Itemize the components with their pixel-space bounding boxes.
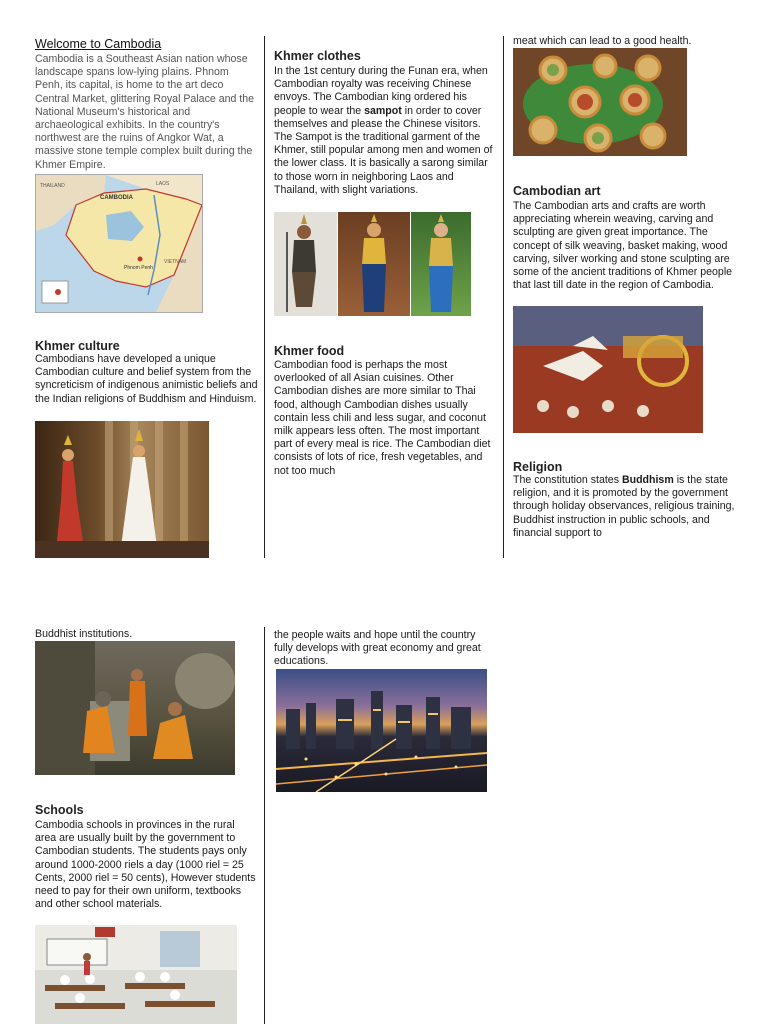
khmer-food-text: Cambodian food is perhaps the most overlooked of all Asian cuisines. Other Cambodian dishes are more similar to Thai food, although Cambodian dishes usually contain less chili and less sugar, and coconut milk appears less often. The most important part of every meal is rice. The Cambodian diet consists of lots of rice, fresh vegetables, and not too much bbox=[274, 359, 491, 477]
khmer-food-image bbox=[513, 48, 687, 156]
map-label-vietnam: VIETNAM bbox=[164, 259, 187, 265]
cambodian-art-text: The Cambodian arts and crafts are worth appreciating wherein weaving, carving and sculpting are given great importance. The concept of silk weaving, basket making, wood carving, silver working and stone sculpting are some of the ancient traditions of Khmer people that last till date in the region of Cambodia. bbox=[513, 200, 733, 292]
economy-text-continued: the people waits and hope until the country fully develops with great economy and great educations. bbox=[274, 629, 481, 668]
buddhist-monks-image bbox=[35, 641, 235, 775]
khmer-food-text-continued: meat which can lead to a good health. bbox=[513, 35, 692, 47]
khmer-culture-heading: Khmer culture bbox=[35, 339, 120, 353]
phnom-penh-city-image bbox=[276, 669, 487, 792]
sampot-bold: sampot bbox=[364, 104, 402, 117]
map-label-country: CAMBODIA bbox=[100, 195, 133, 201]
welcome-title: Welcome to Cambodia bbox=[35, 37, 162, 51]
khmer-clothes-text bbox=[274, 65, 496, 197]
khmer-clothes-image-man bbox=[274, 212, 337, 316]
schools-heading: Schools bbox=[35, 803, 84, 817]
khmer-clothes-heading: Khmer clothes bbox=[274, 49, 361, 63]
cambodian-art-mural-image bbox=[513, 306, 703, 433]
map-label-thailand: THAILAND bbox=[40, 183, 65, 189]
khmer-clothes-image-woman-purple bbox=[338, 212, 410, 316]
column-divider-right bbox=[503, 36, 504, 558]
column-divider-left-page2 bbox=[264, 627, 265, 1024]
classroom-image bbox=[35, 925, 237, 1024]
cambodia-map-image bbox=[35, 174, 203, 313]
apsara-dancers-image bbox=[35, 421, 209, 558]
khmer-culture-text: Cambodians have developed a unique Cambodian culture and belief system from the syncreticism of indigenous animistic beliefs and the Indian religions of Buddhism and Hinduism. bbox=[35, 353, 258, 405]
schools-text: Cambodia schools in provinces in the rural area are usually built by the government to Cambodian students. The students pays only around 1000-2000 riels a day (1000 riel = 25 Cents, 2000 riel = 50 cents), However students need to pay for their own uniform, textbooks and other school materials. bbox=[35, 819, 256, 911]
khmer-clothes-image-woman-green bbox=[411, 212, 471, 316]
religion-text-a: The constitution states bbox=[513, 474, 622, 486]
buddhism-bold: Buddhism bbox=[621, 474, 674, 486]
map-label-laos: LAOS bbox=[156, 181, 170, 187]
cambodian-art-heading: Cambodian art bbox=[513, 184, 601, 198]
religion-text bbox=[513, 474, 735, 540]
khmer-food-heading: Khmer food bbox=[274, 344, 345, 358]
welcome-text: Cambodia is a Southeast Asian nation whose landscape spans low-lying plains. Phnom Penh, its capital, is home to the art deco Central Market, glittering Royal Palace and the National Museum's historical and archaeological exhibits. In the country's northwest are the ruins of Angkor Wat, a massive stone temple complex built during the Khmer Empire. bbox=[35, 53, 255, 171]
khmer-clothes-text-a: In the 1st century during the Funan era, when Cambodian royalty was receiving Chinese envoys. The Cambodian king ordered his people to wear the bbox=[274, 65, 488, 117]
religion-text-continued: Buddhist institutions. bbox=[35, 628, 133, 640]
khmer-clothes-text-b: in order to cover themselves and please the Chinese visitors. The Sampot is the traditional garment of the Khmer, still popular among men and women of the lower class. It is basically a sarong similar to those worn in neighboring Laos and Thailand, with slight variations. bbox=[274, 104, 493, 196]
religion-heading: Religion bbox=[513, 460, 563, 474]
map-label-capital: Phnom Penh bbox=[124, 265, 153, 271]
religion-text-b: is the state religion, and it is promoted by the government through holiday observances, religious training, Buddhist instruction in public schools, and financial support to bbox=[513, 474, 735, 539]
column-divider-left bbox=[264, 36, 265, 558]
